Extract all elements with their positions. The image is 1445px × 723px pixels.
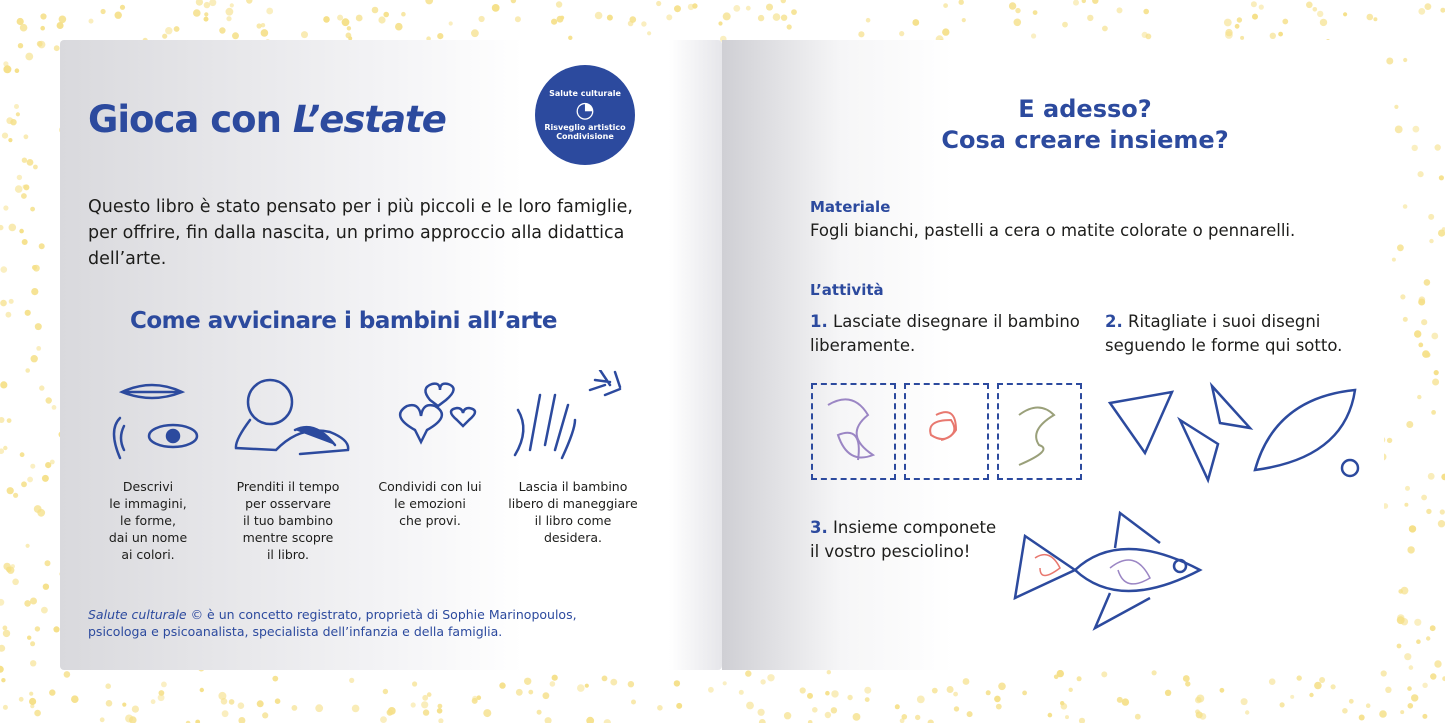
badge-right-text: Risveglio artistico: [544, 123, 626, 132]
footnote: Salute culturale © è un concetto registrato, proprietà di Sophie Marinopoulos, psicologa e psicoanalista, specialista dell’infanzia e della famiglia.: [88, 607, 577, 639]
hands-icon: [515, 370, 620, 458]
right-page-title: E adesso? Cosa creare insieme?: [941, 95, 1229, 154]
page-title: Gioca con L’estate: [88, 98, 446, 141]
leaf-shape: [1255, 390, 1355, 470]
badge-top-text: Salute culturale: [549, 89, 621, 98]
hearts-icon: [400, 384, 475, 442]
triangle-shape: [1212, 386, 1250, 428]
materials-text: Fogli bianchi, pastelli a cera o matite colorate o pennarelli.: [810, 221, 1296, 240]
tips-illustrations: [100, 370, 640, 470]
purple-scribble-icon: [813, 385, 893, 477]
tip-free: Lascia il bambino libero di maneggiare il libro come desidera.: [508, 479, 638, 545]
circle-shape: [1342, 460, 1358, 476]
baby-icon: ◔: [575, 98, 595, 123]
triangle-shape: [1180, 420, 1218, 480]
salute-culturale-badge: [535, 65, 635, 165]
tip-observe: Prenditi il tempo per osservare il tuo bambino mentre scopre il libro.: [236, 479, 340, 562]
step-1: 1. Lasciate disegnare il bambino liberamente.: [810, 312, 1080, 355]
activity-heading: L’attività: [810, 281, 884, 299]
step-2: 2. Ritagliate i suoi disegni seguendo le forme qui sotto.: [1105, 312, 1343, 355]
drawing-box-1: [811, 383, 896, 480]
tip-share: Condividi con lui le emozioni che provi.: [378, 479, 482, 528]
section-subtitle: Come avvicinare i bambini all’arte: [130, 308, 557, 334]
crawling-baby-icon: [236, 380, 348, 454]
face-senses-icon: [114, 385, 197, 458]
green-scribble-icon: [999, 385, 1079, 477]
badge-bottom-text: Condivisione: [556, 132, 614, 141]
fish-illustration: [1010, 508, 1210, 633]
triangle-shape: [1110, 392, 1172, 453]
step-3: 3. Insieme componete il vostro pesciolino!: [810, 518, 997, 561]
drawing-box-3: [997, 383, 1082, 480]
materials-heading: Materiale: [810, 198, 891, 216]
intro-paragraph: Questo libro è stato pensato per i più piccoli e le loro famiglie, per offrire, fin dalla nascita, un primo approccio alla didattica dell’arte.: [88, 197, 633, 269]
tip-describe: Descrivi le immagini, le forme, dai un nome ai colori.: [108, 479, 188, 562]
cutout-shapes: [1100, 378, 1370, 488]
drawing-box-2: [904, 383, 989, 480]
red-scribble-icon: [906, 385, 986, 477]
